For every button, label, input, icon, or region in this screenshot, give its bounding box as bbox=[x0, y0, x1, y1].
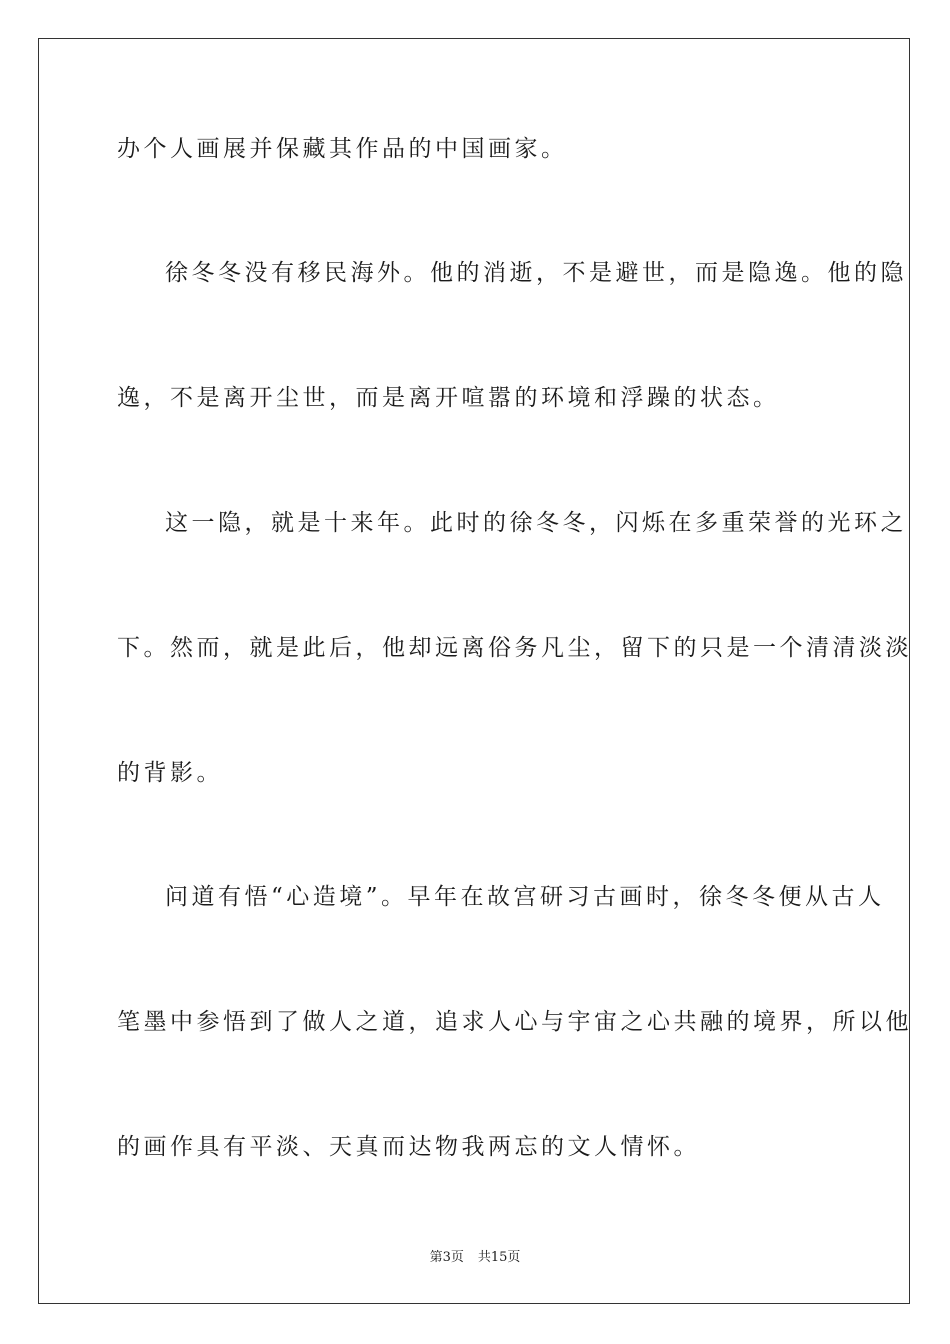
paragraph-line: 这一隐，就是十来年。此时的徐冬冬，闪烁在多重荣誉的光环之 bbox=[165, 510, 907, 536]
paragraph-line: 徐冬冬没有移民海外。他的消逝，不是避世，而是隐逸。他的隐 bbox=[165, 260, 907, 286]
page-total: 共15页 bbox=[477, 1250, 521, 1265]
page-number: 第3页 bbox=[429, 1250, 464, 1265]
paragraph-line: 的画作具有平淡、天真而达物我两忘的文人情怀。 bbox=[117, 1134, 700, 1160]
paragraph-line: 逸，不是离开尘世，而是离开喧嚣的环境和浮躁的状态。 bbox=[117, 385, 780, 411]
paragraph-line: 下。然而，就是此后，他却远离俗务凡尘，留下的只是一个清清淡淡 bbox=[117, 635, 912, 661]
page-footer bbox=[0, 1246, 950, 1265]
page-border bbox=[38, 38, 910, 1304]
paragraph-line: 问道有悟“心造境”。早年在故宫研习古画时，徐冬冬便从古人 bbox=[165, 884, 885, 910]
paragraph-line: 笔墨中参悟到了做人之道，追求人心与宇宙之心共融的境界，所以他 bbox=[117, 1009, 912, 1035]
paragraph-line: 的背影。 bbox=[117, 760, 223, 786]
paragraph-line: 办个人画展并保藏其作品的中国画家。 bbox=[117, 136, 568, 162]
